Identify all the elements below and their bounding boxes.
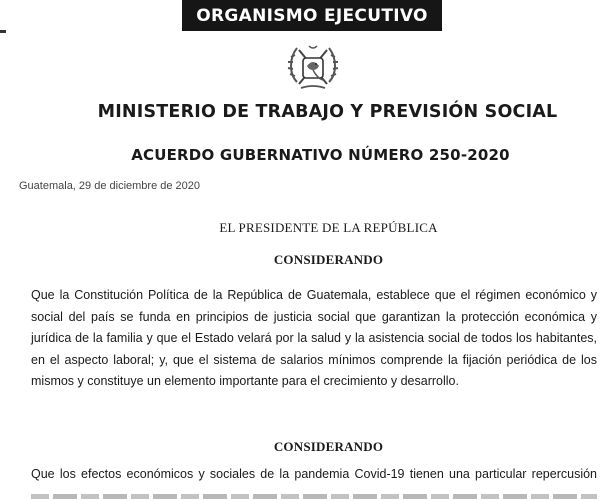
paragraph-line: mismos y constituye un elemento importante para el crecimiento y desarrollo. <box>31 374 459 389</box>
ministry-title: MINISTERIO DE TRABAJO Y PREVISIÓN SOCIAL <box>97 102 558 122</box>
paragraph-line: social del país se funda en principios de justicia social que garantizan la protección económica y <box>31 309 597 324</box>
issuer-heading: EL PRESIDENTE DE LA REPÚBLICA <box>219 220 438 235</box>
section-banner <box>182 0 442 31</box>
cut-off-text <box>31 488 597 500</box>
agreement-number: ACUERDO GUBERNATIVO NÚMERO 250-2020 <box>131 146 510 164</box>
paragraph-line: Que los efectos económicos y sociales de la pandemia Covid-19 tienen una particular repercusión <box>31 467 597 481</box>
considerando-heading: CONSIDERANDO <box>273 252 384 267</box>
considerando-paragraph <box>31 464 597 486</box>
banner-text: ORGANISMO EJECUTIVO <box>196 5 428 26</box>
paragraph-line: jurídica de la familia y que el Estado velará por la salud y la asistencia social de todos los habitantes, <box>31 331 597 346</box>
margin-rule <box>0 30 6 33</box>
considerando-heading: CONSIDERANDO <box>273 439 384 454</box>
paragraph-line: Que la Constitución Política de la República de Guatemala, establece que el régimen económico y <box>31 288 597 302</box>
date-line: Guatemala, 29 de diciembre de 2020 <box>19 180 201 192</box>
coat-of-arms-icon <box>283 36 343 96</box>
paragraph-line: en el aspecto laboral; y, que el sistema de salarios mínimos comprende la fijación periódica de los <box>31 352 597 367</box>
considerando-paragraph <box>31 285 597 393</box>
